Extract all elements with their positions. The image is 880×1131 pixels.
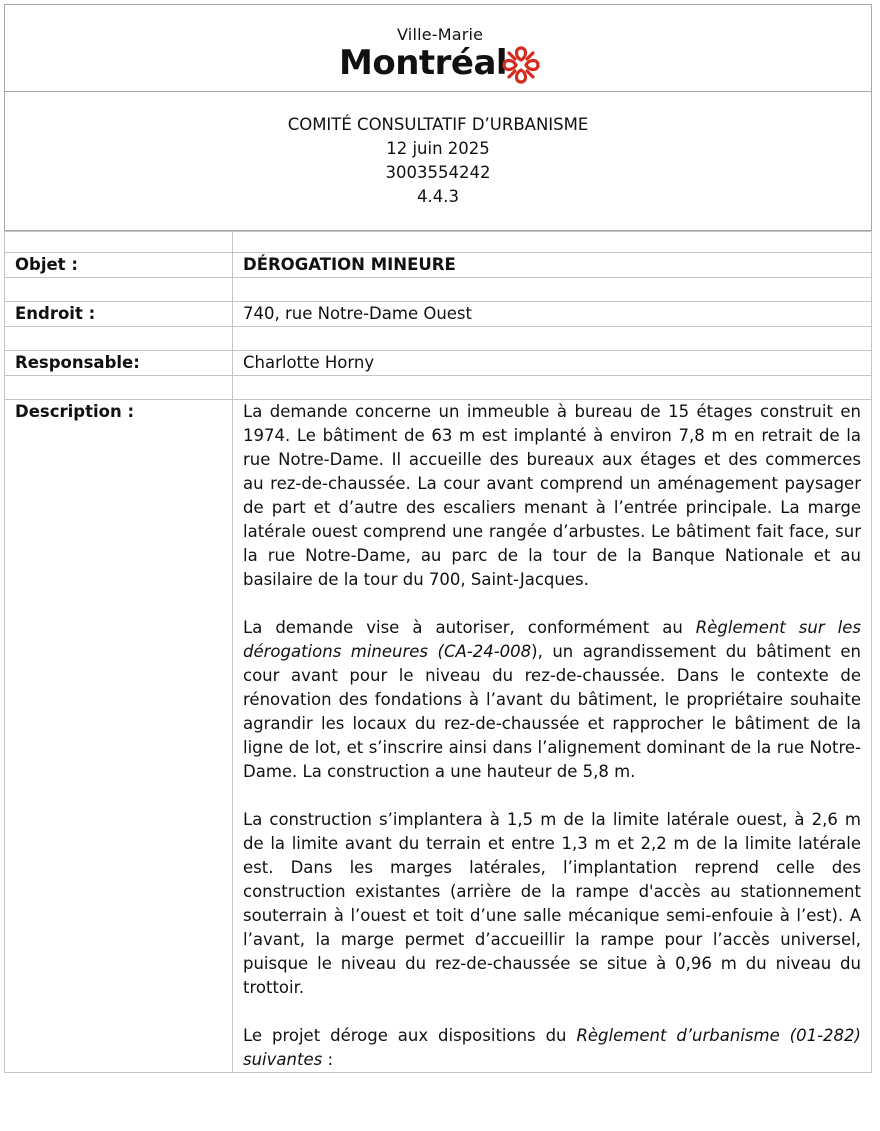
header bbox=[4, 4, 872, 92]
objet-label: Objet : bbox=[5, 253, 233, 278]
endroit-value: 740, rue Notre-Dame Ouest bbox=[233, 302, 872, 327]
responsable-value: Charlotte Horny bbox=[233, 351, 872, 376]
description-paragraph-1: La demande concerne un immeuble à bureau de 15 étages construit en 1974. Le bâtiment de 63 m est implanté à environ 7,8 m en retrait de la rue Notre-Dame. Il accueille des bureaux aux étages et des commerces au rez-de-chaussée. La cour avant comprend un aménagement paysager de part et d’autre des escaliers menant à l’entrée principale. La marge latérale ouest comprend une rangée d’arbustes. Le bâtiment fait face, sur la rue Notre-Dame, au parc de la tour de la Banque Nationale et au basilaire de la tour du 700, Saint-Jacques. bbox=[243, 402, 861, 589]
meeting-date: 12 juin 2025 bbox=[386, 139, 490, 158]
montreal-rose-icon bbox=[501, 45, 541, 85]
description-paragraph-4 bbox=[243, 1024, 861, 1072]
spacer-row bbox=[5, 327, 872, 351]
file-number: 3003554242 bbox=[385, 163, 491, 182]
endroit-row bbox=[5, 302, 872, 327]
item-number: 4.4.3 bbox=[417, 187, 459, 206]
montreal-logo bbox=[339, 25, 549, 87]
objet-value: DÉROGATION MINEURE bbox=[233, 253, 872, 278]
paragraph-4-text-a: Le projet déroge aux dispositions du bbox=[243, 1026, 577, 1045]
responsable-row bbox=[5, 351, 872, 376]
description-row bbox=[5, 400, 872, 1073]
document-page bbox=[4, 4, 872, 1073]
spacer-row bbox=[5, 376, 872, 400]
paragraph-4-text-b: : bbox=[322, 1050, 334, 1069]
logo-city-name: Montréal bbox=[339, 43, 508, 83]
logo-borough-name: Ville-Marie bbox=[397, 25, 484, 44]
spacer-row bbox=[5, 232, 872, 253]
description-label: Description : bbox=[5, 400, 233, 1073]
urbanism-bylaw-reference: Règlement d’urbanisme (01-282) suivantes bbox=[243, 1026, 861, 1069]
title-block bbox=[4, 92, 872, 231]
committee-title: COMITÉ CONSULTATIF D’URBANISME bbox=[287, 115, 589, 134]
description-paragraph-3: La construction s’implantera à 1,5 m de la limite latérale ouest, à 2,6 m de la limite avant du terrain et entre 1,3 m et 2,2 m de la limite latérale est. Dans les marges latérales, l’implantation reprend celle des construction existantes (arrière de la rampe d'accès au stationnement souterrain à l’ouest et toit d’une salle mécanique semi-enfouie à l’est). A l’avant, la marge permet d’accueillir la rampe pour l’accès universel, puisque le niveau du rez-de-chaussée se situe à 0,96 m du niveau du trottoir. bbox=[243, 810, 861, 997]
description-paragraph-2 bbox=[243, 616, 861, 784]
paragraph-2-text-b: ), un agrandissement du bâtiment en cour avant pour le niveau du rez-de-chaussée. Dans le contexte de rénovation des fondations à l’avant du bâtiment, le propriétaire souhaite agrandir les locaux du rez-de-chaussée et rapprocher le bâtiment de la ligne de lot, et s’inscrire ainsi dans l’alignement dominant de la rue Notre-Dame. La construction a une hauteur de 5,8 m. bbox=[243, 642, 861, 781]
bylaw-reference: Règlement sur les dérogations mineures (CA-24-008 bbox=[243, 618, 861, 661]
objet-row bbox=[5, 253, 872, 278]
spacer-row bbox=[5, 278, 872, 302]
endroit-label: Endroit : bbox=[5, 302, 233, 327]
description-value bbox=[233, 400, 872, 1073]
details-table bbox=[4, 231, 872, 1073]
responsable-label: Responsable: bbox=[5, 351, 233, 376]
paragraph-2-text-a: La demande vise à autoriser, conformément au bbox=[243, 618, 696, 637]
